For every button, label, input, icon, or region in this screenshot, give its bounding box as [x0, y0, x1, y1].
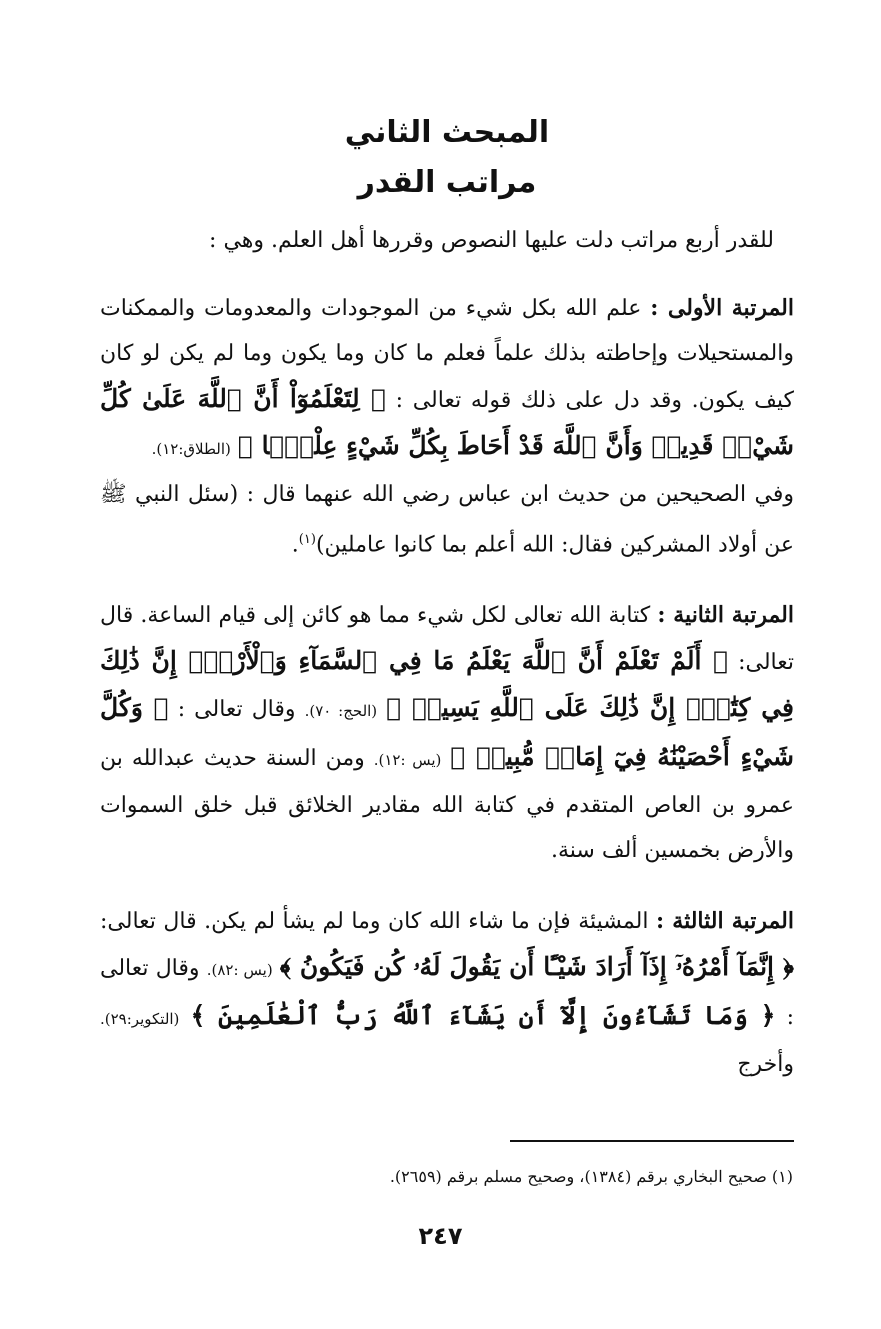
rank1-hadith-intro: وفي الصحيحين من حديث ابن عباس رضي الله عنهما قال :	[246, 482, 794, 507]
rank2-paragraph	[100, 593, 794, 873]
footnote-divider	[510, 1140, 794, 1142]
rank3-lead: المرتبة الثالثة :	[655, 908, 794, 935]
rank1-text: علم الله بكل شيء من الموجودات والمعدومات والممكنات والمستحيلات وإحاطته بذلك علماً فعلم ما كان وما يكون وما لم يكن لو كان كيف يكون. وقد دل على ذلك قوله تعالى :	[100, 296, 794, 413]
rank3-paragraph	[100, 899, 794, 1087]
rank2-verse2: ﴿ وَكُلَّ شَيْءٍ أَحْصَيْنَٰهُ فِيٓ إِمَامٖ مُّبِينٖ ﴾	[100, 693, 794, 772]
rank2-text: كتابة الله تعالى لكل شيء مما هو كائن إلى قيام الساعة. قال تعالى:	[100, 603, 794, 676]
rank3-verse2-ref: (التكوير:٢٩).	[100, 1010, 180, 1029]
footnote-mark: (١)	[298, 532, 316, 547]
page-number: ٢٤٧	[418, 1222, 463, 1250]
rank3-mid: وقال تعالى :	[100, 956, 794, 1031]
rank2-mid: وقال تعالى :	[177, 697, 296, 723]
rank1-verse: ﴿ لِتَعْلَمُوٓاْ أَنَّ ٱللَّهَ عَلَىٰ كُلِّ شَيْءٖ قَدِيرٞ وَأَنَّ ٱللَّهَ قَدْ أَحَاطَ بِكُلِّ شَيْءٍ عِلْمَۢا ﴾	[100, 384, 794, 460]
rank1-lead: المرتبة الأولى :	[650, 295, 794, 321]
rank2-verse1: ﴿ أَلَمْ تَعْلَمْ أَنَّ ٱللَّهَ يَعْلَمُ مَا فِي ٱلسَّمَآءِ وَٱلْأَرْضِۚ إِنَّ ذَٰلِكَ فِي كِتَٰبٍۚ إِنَّ ذَٰلِكَ عَلَى ٱللَّهِ يَسِيرٞ ﴾	[100, 646, 794, 723]
rank2-lead: المرتبة الثانية :	[657, 602, 794, 629]
rank1-verse-ref: (الطلاق:١٢).	[151, 440, 231, 458]
rank3-text: المشيئة فإن ما شاء الله كان وما لم يشأ لم يكن. قال تعالى:	[100, 909, 649, 935]
rank2-text2: ومن السنة حديث عبدالله بن عمرو بن العاص المتقدم في كتابة الله مقادير الخلائق قبل خلق السموات والأرض بخمسين ألف سنة.	[100, 746, 794, 864]
section-title: المبحث الثاني	[344, 115, 550, 150]
rank1-end: .	[291, 532, 299, 558]
rank3-tail: وأخرج	[737, 1052, 794, 1078]
rank1-hadith-paragraph	[100, 472, 794, 567]
rank3-verse2: ﴿ وَمَا تَشَآءُونَ إِلَّآ أَن يَشَآءَ ٱللَّهُ رَبُّ ٱلْعَٰلَمِينَ ﴾	[190, 1001, 776, 1031]
footnote: (١) صحيح البخاري برقم (١٣٨٤)، وصحيح مسلم برقم (٢٦٥٩).	[389, 1167, 793, 1186]
rank1-hadith: (سئل النبي ﷺ عن أولاد المشركين فقال: الله أعلم بما كانوا عاملين)	[100, 482, 794, 558]
rank2-verse1-ref: (الحج: ٧٠).	[304, 702, 378, 721]
rank3-verse1: ﴿ إِنَّمَآ أَمْرُهُۥٓ إِذَآ أَرَادَ شَيْـًٔا أَن يَقُولَ لَهُۥ كُن فَيَكُونُ ﴾	[279, 952, 794, 982]
rank1-paragraph	[100, 286, 794, 472]
section-subtitle: مراتب القدر	[357, 165, 537, 200]
page-body	[100, 108, 794, 1087]
rank2-verse2-ref: (يس :١٢).	[373, 751, 442, 770]
intro-paragraph: للقدر أربع مراتب دلت عليها النصوص وقررها أهل العلم. وهي :	[209, 228, 774, 253]
rank3-verse1-ref: (يس :٨٢).	[206, 961, 273, 980]
